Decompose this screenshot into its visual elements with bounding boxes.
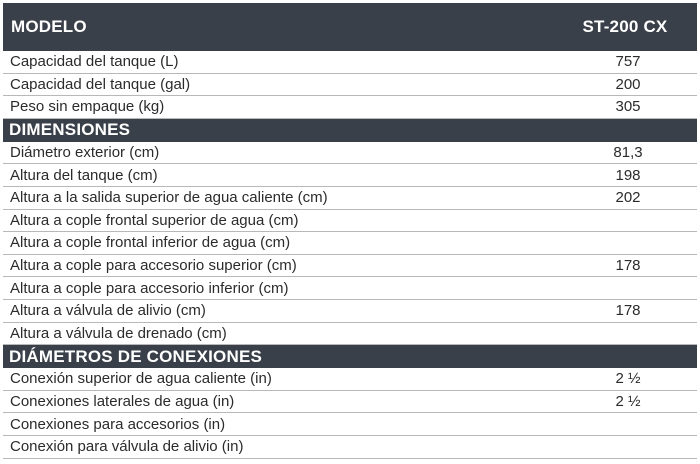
row-label: Capacidad del tanque (L) — [3, 51, 539, 73]
table-row — [3, 435, 697, 458]
section-title: DIÁMETROS DE CONEXIONES — [3, 345, 697, 369]
row-value — [539, 209, 697, 232]
table-row — [3, 209, 697, 232]
row-label: Conexiones laterales de agua (in) — [3, 390, 539, 413]
table-row — [3, 232, 697, 255]
row-label: Peso sin empaque (kg) — [3, 96, 539, 119]
table-row — [3, 299, 697, 322]
row-label: Altura a cople para accesorio inferior (cm) — [3, 277, 539, 300]
row-value: 2 ½ — [539, 368, 697, 390]
section-title: DIMENSIONES — [3, 118, 697, 142]
table-row — [3, 164, 697, 187]
row-label: Diámetro exterior (cm) — [3, 142, 539, 164]
row-label: Conexión superior de agua caliente (in) — [3, 368, 539, 390]
spec-table — [3, 3, 697, 459]
row-value — [539, 277, 697, 300]
row-value: 305 — [539, 96, 697, 119]
table-header-row — [3, 3, 697, 51]
row-label: Altura a cople frontal inferior de agua (cm) — [3, 232, 539, 255]
table-row — [3, 51, 697, 73]
row-value: 178 — [539, 254, 697, 277]
row-value — [539, 322, 697, 345]
row-value: 198 — [539, 164, 697, 187]
row-label: Altura del tanque (cm) — [3, 164, 539, 187]
row-value: 202 — [539, 186, 697, 209]
row-label: Conexiones para accesorios (in) — [3, 413, 539, 436]
row-value — [539, 435, 697, 458]
row-label: Altura a válvula de alivio (cm) — [3, 299, 539, 322]
table-row — [3, 390, 697, 413]
row-label: Altura a cople para accesorio superior (cm) — [3, 254, 539, 277]
header-label: MODELO — [3, 3, 539, 51]
table-row — [3, 142, 697, 164]
row-label: Conexión para válvula de alivio (in) — [3, 435, 539, 458]
row-label: Capacidad del tanque (gal) — [3, 73, 539, 96]
table-row — [3, 73, 697, 96]
row-value: 81,3 — [539, 142, 697, 164]
table-row — [3, 413, 697, 436]
table-row — [3, 368, 697, 390]
header-model: ST-200 CX — [539, 3, 697, 51]
section-header-dimensions — [3, 118, 697, 142]
table-row — [3, 277, 697, 300]
row-label: Altura a válvula de drenado (cm) — [3, 322, 539, 345]
row-value: 2 ½ — [539, 390, 697, 413]
row-label: Altura a la salida superior de agua caliente (cm) — [3, 186, 539, 209]
row-value: 178 — [539, 299, 697, 322]
row-value: 200 — [539, 73, 697, 96]
table-row — [3, 254, 697, 277]
row-value — [539, 413, 697, 436]
table-row — [3, 186, 697, 209]
row-value: 757 — [539, 51, 697, 73]
table-row — [3, 322, 697, 345]
row-label: Altura a cople frontal superior de agua (cm) — [3, 209, 539, 232]
row-value — [539, 232, 697, 255]
section-header-connections — [3, 345, 697, 369]
table-row — [3, 96, 697, 119]
